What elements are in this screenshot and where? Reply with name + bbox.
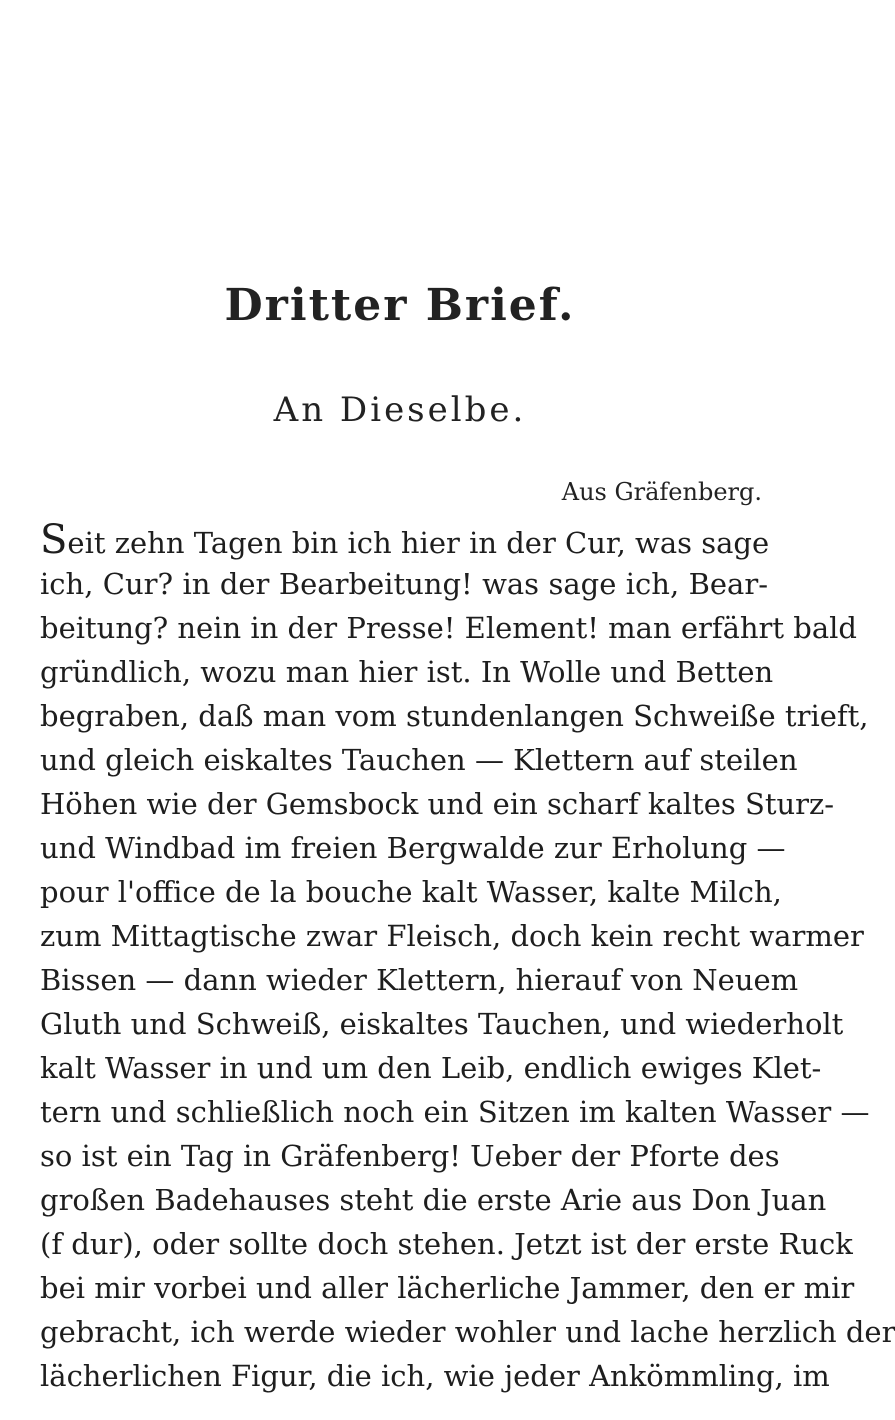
text-line: (f dur), oder sollte doch stehen. Jetzt ist der erste Ruck [40,1227,853,1261]
text-line: bei mir vorbei und aller lächerliche Jammer, den er mir [40,1271,855,1305]
letter-dateline: Aus Gräfenberg. [561,478,762,506]
text-line: kalt Wasser in und um den Leib, endlich ewiges Klet- [40,1051,822,1085]
text-line: ich, Cur? in der Bearbeitung! was sage ich, Bear- [40,567,768,601]
text-line: und gleich eiskaltes Tauchen — Klettern auf steilen [40,743,798,777]
text-line: zum Mittagtische zwar Fleisch, doch kein recht warmer [40,919,864,953]
text-line: so ist ein Tag in Gräfenberg! Ueber der Pforte des [40,1139,780,1173]
text-line: gebracht, ich werde wieder wohler und lache herzlich der [40,1315,895,1349]
letter-body [40,517,895,1398]
text-line: großen Badehauses steht die erste Arie aus Don Juan [40,1183,827,1217]
text-line: begraben, daß man vom stundenlangen Schweiße trieft, [40,699,869,733]
text-line: Höhen wie der Gemsbock und ein scharf kaltes Sturz- [40,787,835,821]
text-line: pour l'office de la bouche kalt Wasser, kalte Milch, [40,875,782,909]
text-line: gründlich, wozu man hier ist. In Wolle und Betten [40,655,774,689]
text-line: Seit zehn Tagen bin ich hier in der Cur, was sage [40,517,770,563]
text-line: Gluth und Schweiß, eiskaltes Tauchen, und wiederholt [40,1007,844,1041]
text-line: beitung? nein in der Presse! Element! man erfährt bald [40,611,857,645]
text-line: lächerlichen Figur, die ich, wie jeder Ankömmling, im [40,1359,830,1393]
letter-addressee: An Dieselbe. [273,390,527,430]
text-line: Bissen — dann wieder Klettern, hierauf von Neuem [40,963,799,997]
text-line: tern und schließlich noch ein Sitzen im kalten Wasser — [40,1095,870,1129]
letter-heading: Dritter Brief. [224,280,576,331]
text-line: und Windbad im freien Bergwalde zur Erholung — [40,831,786,865]
